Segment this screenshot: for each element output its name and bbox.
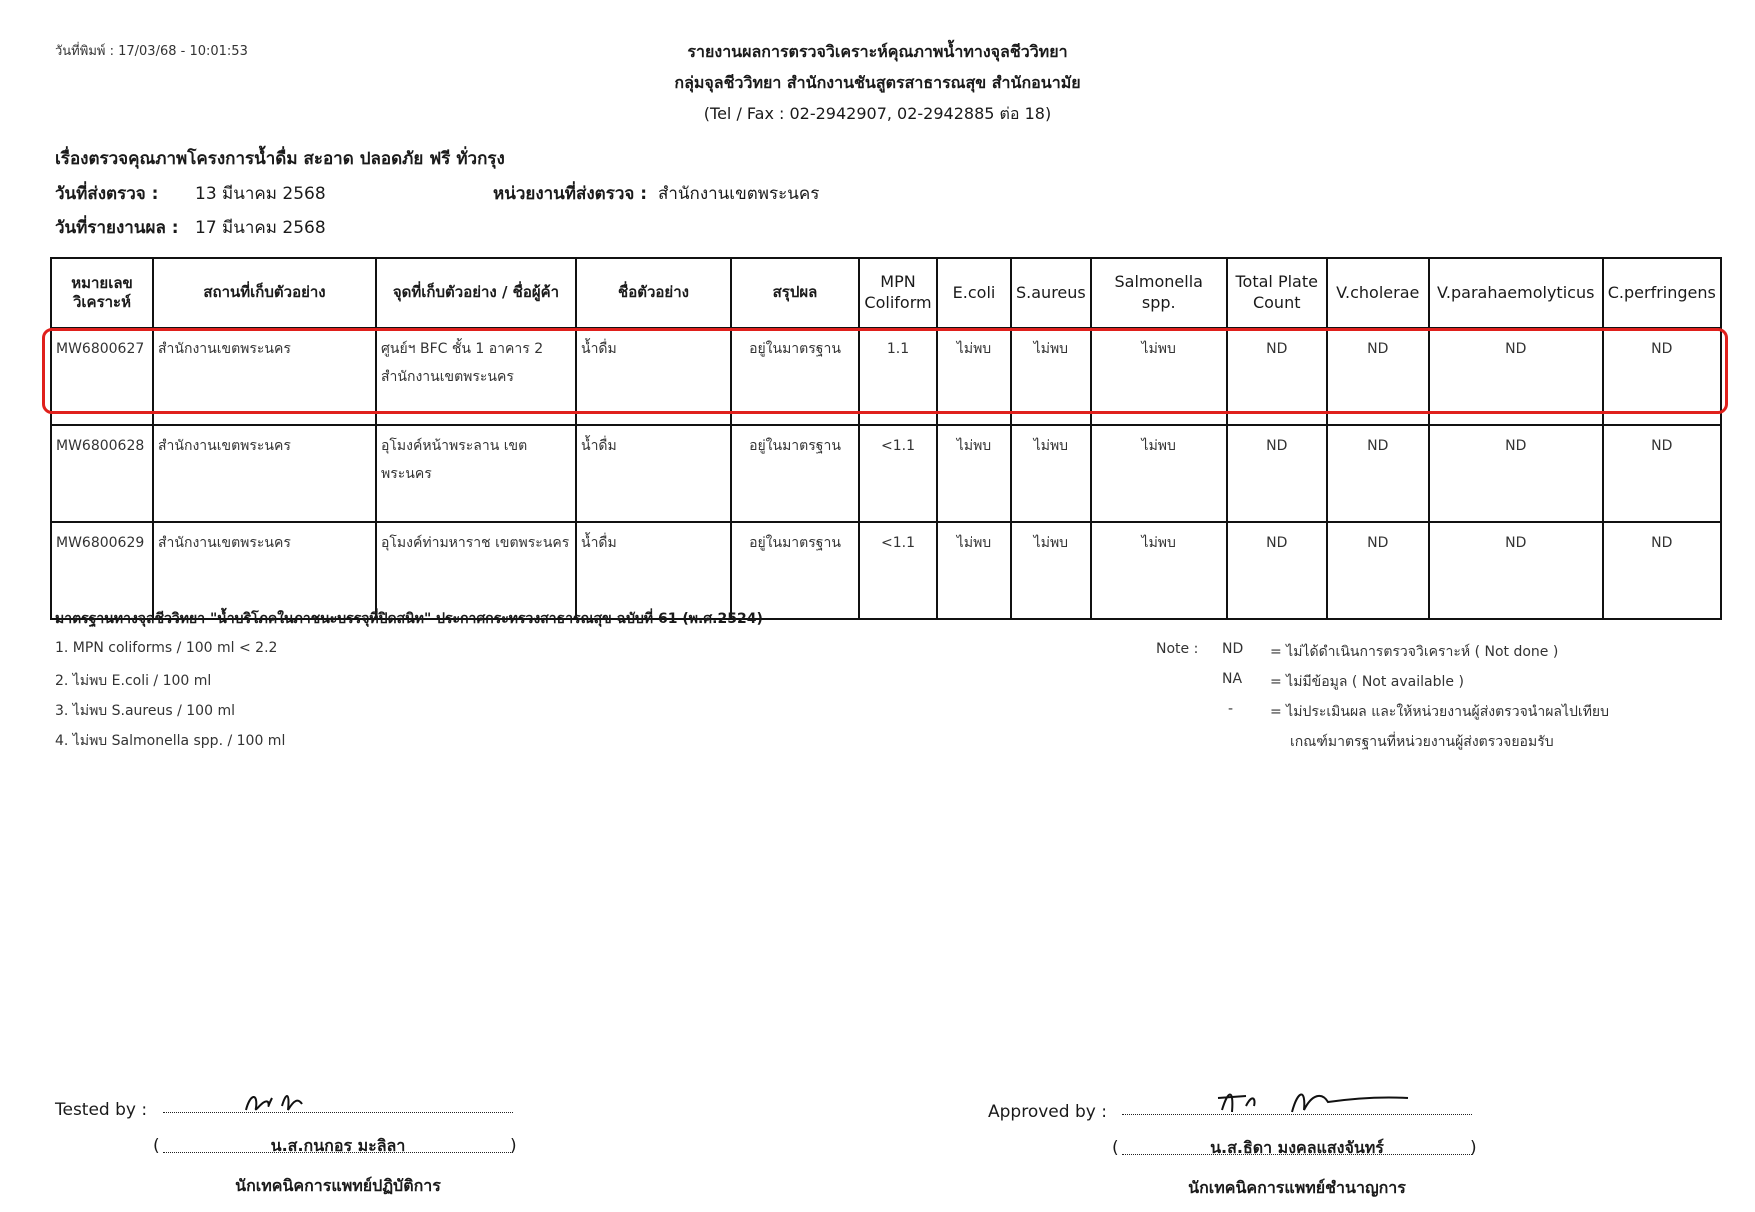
col-header-vcholerae: V.cholerae [1327, 258, 1429, 328]
results-table [50, 257, 1722, 620]
tested-signature [242, 1088, 332, 1116]
col-header-salmonella: Salmonella spp. [1091, 258, 1227, 328]
cell-location: สำนักงานเขตพระนคร [153, 425, 376, 522]
note-label: Note : [1156, 641, 1199, 657]
cell-collection-point: อุโมงค์หน้าพระลาน เขตพระนคร [376, 425, 576, 522]
standard-item: 3. ไม่พบ S.aureus / 100 ml [55, 703, 235, 719]
cell-vparahaemolyticus: ND [1429, 425, 1603, 522]
cell-summary: อยู่ในมาตรฐาน [731, 522, 859, 619]
agency-value: สำนักงานเขตพระนคร [658, 184, 820, 204]
cell-cperfringens: ND [1603, 328, 1721, 425]
cell-total-plate-count: ND [1227, 522, 1327, 619]
note-code: ND [1222, 641, 1244, 657]
cell-vcholerae: ND [1327, 328, 1429, 425]
cell-vparahaemolyticus: ND [1429, 522, 1603, 619]
cell-collection-point: ศูนย์ฯ BFC ชั้น 1 อาคาร 2 สำนักงานเขตพระนคร [376, 328, 576, 425]
report-department: กลุ่มจุลชีววิทยา สำนักงานชันสูตรสาธารณสุข สำนักอนามัย [674, 73, 1081, 92]
col-header-mpn-coliform: MPN Coliform [859, 258, 937, 328]
approved-by-label: Approved by : [988, 1102, 1107, 1122]
approved-paren-close: ) [1470, 1138, 1477, 1158]
col-header-sample-name: ชื่อตัวอย่าง [576, 258, 731, 328]
cell-summary: อยู่ในมาตรฐาน [731, 425, 859, 522]
cell-total-plate-count: ND [1227, 425, 1327, 522]
tested-name: น.ส.กนกอร มะลิลา [270, 1136, 406, 1155]
note-desc: = ไม่ประเมินผล และให้หน่วยงานผู้ส่งตรวจนำผลไปเทียบ [1270, 704, 1610, 720]
cell-vcholerae: ND [1327, 522, 1429, 619]
col-header-vparahaemolyticus: V.parahaemolyticus [1429, 258, 1603, 328]
report-title: รายงานผลการตรวจวิเคราะห์คุณภาพน้ำทางจุลชีววิทยา [687, 42, 1068, 61]
cell-ecoli: ไม่พบ [937, 328, 1011, 425]
sent-date-value: 13 มีนาคม 2568 [195, 184, 326, 204]
cell-sample-id: MW6800627 [51, 328, 153, 425]
table-header-row [51, 258, 1721, 328]
cell-vcholerae: ND [1327, 425, 1429, 522]
standard-title: มาตรฐานทางจุลชีววิทยา "น้ำบริโภคในภาชนะบรรจุที่ปิดสนิท" ประกาศกระทรวงสาธารณสุข ฉบับที่ 61 (พ.ศ.2524) [55, 611, 763, 627]
col-header-sample-id: หมายเลข วิเคราะห์ [51, 258, 153, 328]
cell-salmonella: ไม่พบ [1091, 328, 1227, 425]
col-header-cperfringens: C.perfringens [1603, 258, 1721, 328]
note-desc-continuation: เกณฑ์มาตรฐานที่หน่วยงานผู้ส่งตรวจยอมรับ [1290, 734, 1554, 750]
tested-signature-line [163, 1112, 513, 1113]
cell-mpn-coliform: <1.1 [859, 522, 937, 619]
cell-sample-name: น้ำดื่ม [576, 328, 731, 425]
report-subject: เรื่องตรวจคุณภาพโครงการน้ำดื่ม สะอาด ปลอดภัย ฟรี ทั่วกรุง [55, 149, 505, 169]
standard-item: 4. ไม่พบ Salmonella spp. / 100 ml [55, 733, 286, 749]
print-timestamp: วันที่พิมพ์ : 17/03/68 - 10:01:53 [55, 44, 248, 59]
col-header-saureus: S.aureus [1011, 258, 1091, 328]
cell-cperfringens: ND [1603, 522, 1721, 619]
cell-total-plate-count: ND [1227, 328, 1327, 425]
report-date-value: 17 มีนาคม 2568 [195, 218, 326, 238]
cell-location: สำนักงานเขตพระนคร [153, 522, 376, 619]
col-header-collection-point: จุดที่เก็บตัวอย่าง / ชื่อผู้ค้า [376, 258, 576, 328]
note-desc: = ไม่ได้ดำเนินการตรวจวิเคราะห์ ( Not done ) [1270, 644, 1559, 660]
approved-position: นักเทคนิคการแพทย์ชำนาญการ [1188, 1178, 1406, 1197]
approved-paren-open: ( [1112, 1138, 1119, 1158]
cell-sample-name: น้ำดื่ม [576, 522, 731, 619]
cell-saureus: ไม่พบ [1011, 328, 1091, 425]
standard-item: 2. ไม่พบ E.coli / 100 ml [55, 673, 212, 689]
cell-ecoli: ไม่พบ [937, 425, 1011, 522]
table-row [51, 522, 1721, 619]
cell-mpn-coliform: <1.1 [859, 425, 937, 522]
note-desc: = ไม่มีข้อมูล ( Not available ) [1270, 674, 1464, 690]
note-code: NA [1222, 671, 1243, 687]
sent-date-label: วันที่ส่งตรวจ : [55, 184, 159, 204]
tested-by-label: Tested by : [55, 1100, 148, 1120]
cell-sample-id: MW6800629 [51, 522, 153, 619]
cell-summary: อยู่ในมาตรฐาน [731, 328, 859, 425]
cell-sample-name: น้ำดื่ม [576, 425, 731, 522]
cell-collection-point: อุโมงค์ท่ามหาราช เขตพระนคร [376, 522, 576, 619]
col-header-location: สถานที่เก็บตัวอย่าง [153, 258, 376, 328]
cell-mpn-coliform: 1.1 [859, 328, 937, 425]
note-code: - [1228, 701, 1234, 717]
cell-location: สำนักงานเขตพระนคร [153, 328, 376, 425]
col-header-ecoli: E.coli [937, 258, 1011, 328]
agency-label: หน่วยงานที่ส่งตรวจ : [493, 184, 648, 204]
report-date-label: วันที่รายงานผล : [55, 218, 179, 238]
cell-salmonella: ไม่พบ [1091, 425, 1227, 522]
cell-ecoli: ไม่พบ [937, 522, 1011, 619]
tested-paren-close: ) [510, 1136, 517, 1156]
col-header-summary: สรุปผล [731, 258, 859, 328]
col-header-total-plate-count: Total Plate Count [1227, 258, 1327, 328]
approved-name: น.ส.ธิดา มงคลแสงจันทร์ [1210, 1138, 1384, 1157]
standard-item: 1. MPN coliforms / 100 ml < 2.2 [55, 640, 278, 656]
cell-sample-id: MW6800628 [51, 425, 153, 522]
table-row [51, 425, 1721, 522]
table-row [51, 328, 1721, 425]
tested-paren-open: ( [153, 1136, 160, 1156]
cell-vparahaemolyticus: ND [1429, 328, 1603, 425]
cell-saureus: ไม่พบ [1011, 522, 1091, 619]
tested-position: นักเทคนิคการแพทย์ปฏิบัติการ [235, 1176, 441, 1195]
report-contact: (Tel / Fax : 02-2942907, 02-2942885 ต่อ 18) [703, 104, 1052, 123]
cell-cperfringens: ND [1603, 425, 1721, 522]
cell-saureus: ไม่พบ [1011, 425, 1091, 522]
cell-salmonella: ไม่พบ [1091, 522, 1227, 619]
approved-signature [1212, 1084, 1412, 1118]
